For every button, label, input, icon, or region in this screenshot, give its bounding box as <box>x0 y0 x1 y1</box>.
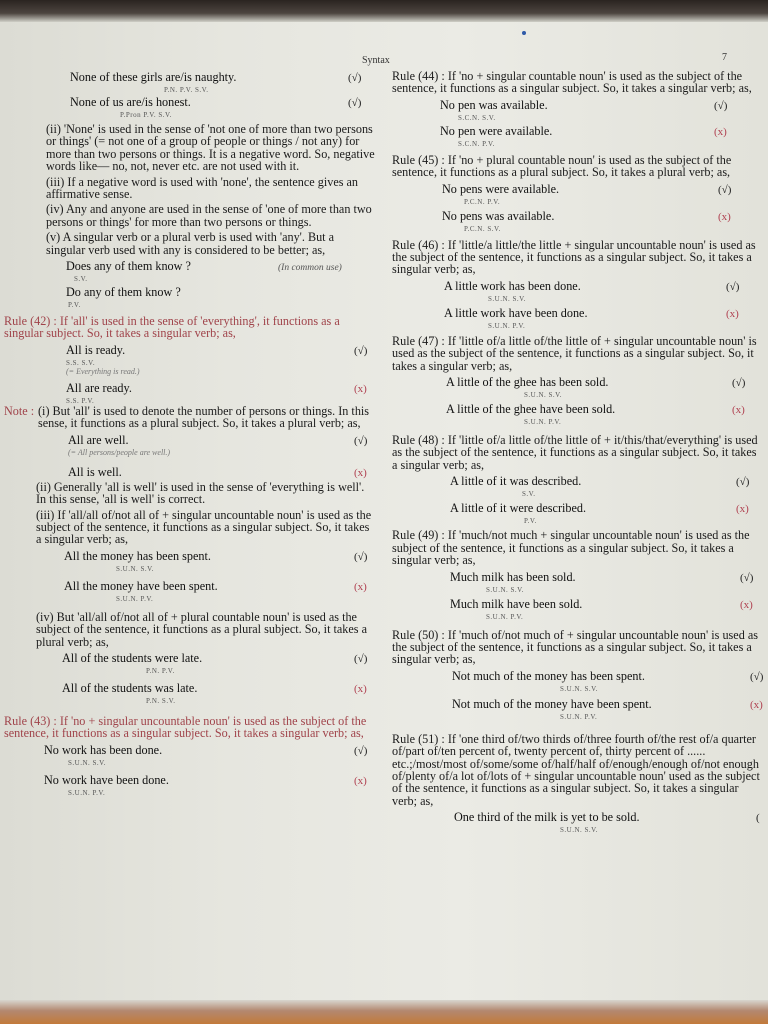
correct-mark: (√) <box>354 344 368 357</box>
example-pen-was <box>392 98 764 124</box>
left-column <box>4 70 376 799</box>
example-text: All is well. <box>68 464 122 479</box>
rule-43 <box>4 715 376 740</box>
example-text: A little work have been done. <box>444 305 588 320</box>
correct-mark: (√) <box>740 571 754 584</box>
wrong-mark: (x) <box>732 404 745 417</box>
note-iii: (iii) If 'all/all of/not all of + singular uncountable noun' is used as the subject of the sentence, it functions as a singular subject. So, it takes a singular verb; as, <box>36 507 372 547</box>
example-pen-were <box>392 124 764 154</box>
grammar-labels: S.U.N. P.V. <box>488 321 526 330</box>
rule-51: Rule (51) : If 'one third of/two thirds of/three fourth of/the rest of/a quarter of/part of/ten percent of, twenty percent of, thirty percent of ...... etc.;/most/most of/some/some of/half/half of/enough/enough of/not enough of/plenty of/a lot of/lots of + singular uncountable noun' used as the subject of the sentence, it functions as a singular subject. So, it takes a singular verb; as, <box>392 731 760 808</box>
wrong-mark: (x) <box>718 210 731 223</box>
example-text: None of these girls are/is naughty. <box>70 70 237 84</box>
grammar-labels: P.N. S.V. <box>146 696 176 705</box>
rule-47: Rule (47) : If 'little of/a little of/the little of + singular uncountable noun' is used as the subject of the sentence, it functions as a singular subject. So, it takes a singular verb; as, <box>392 333 757 373</box>
grammar-labels: S.U.N. P.V. <box>524 418 562 427</box>
usage-note: (In common use) <box>278 263 342 274</box>
example-does-any <box>4 259 376 285</box>
example-text: A little work has been done. <box>444 278 581 293</box>
partial-mark: ( <box>756 812 760 825</box>
right-column <box>392 70 764 836</box>
paragraph-none-ii: (ii) 'None' is used in the sense of 'not one of more than two persons or things' (= not one of a group of people or things / not any) for more than two persons or things. It is a negative word. So, negative words like— no, not, never etc. are not used with it. <box>46 122 375 174</box>
example-text: No pen was available. <box>440 97 548 112</box>
example-text: All of the students were late. <box>62 650 203 665</box>
page-number: 7 <box>722 52 727 63</box>
correct-mark: (√) <box>354 744 368 757</box>
example-text: A little of the ghee has been sold. <box>446 375 609 390</box>
example-text: All the money has been spent. <box>64 548 211 563</box>
grammar-labels: P.Pron P.V. S.V. <box>120 111 172 119</box>
note-i-text: (i) But 'all' is used to denote the number of persons or things. In this sense, it functions as a plural subject. So, it takes a plural verb; as, <box>38 403 370 431</box>
blue-dot-mark <box>522 31 526 35</box>
example-money-have <box>4 579 376 611</box>
grammar-labels: S.S. S.V. <box>66 358 96 367</box>
wrong-mark: (x) <box>750 698 763 711</box>
grammar-labels: S.U.N. S.V. <box>524 391 563 400</box>
example-all-are-well <box>4 433 376 465</box>
correct-mark: (√) <box>714 99 728 112</box>
correct-mark: (√) <box>750 670 764 683</box>
correct-mark: (√) <box>348 97 362 109</box>
example-all-is-well <box>4 465 376 481</box>
example-little-work-has <box>392 279 764 306</box>
rule-44: Rule (44) : If 'no + singular countable noun' is used as the subject of the sentence, it functions as a singular subject. So, it takes a singular verb; as, <box>392 69 752 96</box>
grammar-labels: S.V. <box>74 275 88 284</box>
paragraph-any-v: (v) A singular verb or a plural verb is used with 'any'. But a singular verb used with any is considered to be better; as, <box>46 230 335 257</box>
grammar-labels: P.N. P.V. <box>146 666 175 675</box>
example-text: No work have been done. <box>44 772 169 787</box>
photo-top-edge <box>0 0 768 22</box>
example-text: No pens was available. <box>442 208 555 223</box>
grammar-labels: P.V. <box>524 517 537 526</box>
example-money-has <box>4 549 376 579</box>
example-work-has <box>4 743 376 773</box>
example-little-work-have <box>392 306 764 335</box>
correct-mark: (√) <box>726 280 740 293</box>
example-milk-have <box>392 597 764 629</box>
example-text: All are well. <box>68 432 129 447</box>
example-one-third <box>392 810 764 836</box>
correct-mark: (√) <box>718 183 732 196</box>
example-text: A little of it was described. <box>450 474 582 489</box>
example-text: None of us are/is honest. <box>70 95 191 109</box>
grammar-labels: P.V. <box>68 301 81 310</box>
example-all-are-ready <box>4 381 376 405</box>
rule-43-text: Rule (43) : If 'no + singular uncountable noun' is used as the subject of the sentence, it functions as a singular subject. So, it takes a singular verb; as, <box>4 713 367 741</box>
grammar-labels: S.C.N. P.V. <box>458 139 495 148</box>
grammar-labels: S.U.N. P.V. <box>68 788 106 797</box>
note-iv: (iv) But 'all/all of/not all of + plural countable noun' is used as the subject of the sentence, it functions as a plural subject. So, it takes a plural verb; as, <box>36 609 368 649</box>
example-ghee-have <box>392 402 764 434</box>
wrong-mark: (x) <box>714 125 727 138</box>
example-milk-has <box>392 570 764 597</box>
rule-45: Rule (45) : If 'no + plural countable noun' is used as the subject of the sentence, it functions as a plural subject. So, it takes a plural verb; as, <box>392 152 732 180</box>
gloss: (= All persons/people are well.) <box>68 447 171 457</box>
grammar-labels: S.U.N. P.V. <box>486 612 524 621</box>
example-work-have <box>4 773 376 799</box>
wrong-mark: (x) <box>354 382 367 395</box>
correct-mark: (√) <box>354 652 368 665</box>
grammar-labels: S.S. P.V. <box>66 396 95 405</box>
note-ii: (ii) Generally 'all is well' is used in the sense of 'everything is well'. In this sense, 'all is well' is correct. <box>36 479 365 507</box>
grammar-labels: S.C.N. S.V. <box>458 113 496 122</box>
example-it-was <box>392 474 764 501</box>
rule-48: Rule (48) : If 'little of/a little of/the little of + it/this/that/everything' is used as the subject of the sentence, it functions as a singular subject. So, it takes a singular verb; as, <box>392 433 758 472</box>
correct-mark: (√) <box>354 434 368 447</box>
example-text: All are ready. <box>66 380 132 395</box>
example-text: Much milk have been sold. <box>450 596 583 611</box>
example-not-much-have <box>392 697 764 733</box>
example-text: A little of the ghee have been sold. <box>446 402 616 417</box>
grammar-labels: S.U.N. P.V. <box>116 594 154 603</box>
example-text: All the money have been spent. <box>64 578 218 593</box>
example-none-us <box>4 95 376 123</box>
correct-mark: (√) <box>736 476 750 489</box>
photo-bottom-edge <box>0 1000 768 1024</box>
running-header: Syntax <box>362 55 390 66</box>
correct-mark: (√) <box>732 377 746 390</box>
grammar-labels: S.U.N. S.V. <box>116 564 155 573</box>
note-i <box>4 405 376 430</box>
example-text: Not much of the money has been spent. <box>452 668 645 683</box>
grammar-labels: P.C.N. S.V. <box>464 224 501 233</box>
example-students-were <box>4 651 376 681</box>
wrong-mark: (x) <box>740 598 753 611</box>
rule-50: Rule (50) : If 'much of/not much of + singular uncountable noun' is used as the subject of the sentence, it functions as a singular subject. So, it takes a singular verb; as, <box>392 627 758 667</box>
example-do-any <box>4 285 376 315</box>
rule-49: Rule (49) : If 'much/not much + singular uncountable noun' is used as the subject of the sentence, it functions as a singular subject. So, it takes a singular verb; as, <box>392 528 750 568</box>
example-text: All of the students was late. <box>62 680 198 695</box>
example-students-was <box>4 681 376 715</box>
grammar-labels: P.C.N. P.V. <box>464 197 501 206</box>
wrong-mark: (x) <box>726 307 739 320</box>
paragraph-none-iii: (iii) If a negative word is used with 'none', the sentence gives an affirmative sense. <box>46 174 359 202</box>
grammar-labels: S.U.N. P.V. <box>560 712 598 721</box>
rule-46: Rule (46) : If 'little/a little/the little + singular uncountable noun' is used as the subject of the sentence, it functions as a singular subject. So, it takes a singular verb; as, <box>392 237 756 277</box>
wrong-mark: (x) <box>736 503 749 516</box>
example-text: A little of it were described. <box>450 501 587 516</box>
wrong-mark: (x) <box>354 580 367 593</box>
note-label: Note : <box>4 403 35 418</box>
wrong-mark: (x) <box>354 682 367 695</box>
gloss: (= Everything is read.) <box>66 366 140 376</box>
example-text: No pens were available. <box>442 181 560 196</box>
correct-mark: (√) <box>354 550 368 563</box>
example-it-were <box>392 501 764 529</box>
example-text: No work has been done. <box>44 742 163 757</box>
example-pens-was <box>392 209 764 239</box>
example-not-much-has <box>392 669 764 697</box>
example-text: Does any of them know ? <box>66 259 191 274</box>
example-pens-were <box>392 182 764 209</box>
grammar-labels: S.V. <box>522 490 536 499</box>
example-none-girls <box>4 70 376 95</box>
grammar-labels: S.U.N. S.V. <box>560 684 599 693</box>
grammar-labels: P.N. P.V. S.V. <box>164 86 209 94</box>
wrong-mark: (x) <box>354 774 367 787</box>
example-ghee-has <box>392 375 764 402</box>
example-text: Not much of the money have been spent. <box>452 696 652 711</box>
example-text: All is ready. <box>66 342 126 357</box>
grammar-labels: S.U.N. S.V. <box>486 585 525 594</box>
grammar-labels: S.U.N. S.V. <box>560 826 599 835</box>
grammar-labels: S.U.N. S.V. <box>488 294 527 303</box>
example-text: One third of the milk is yet to be sold. <box>454 810 640 825</box>
example-text: No pen were available. <box>440 123 553 138</box>
rule-42: Rule (42) : If 'all' is used in the sense of 'everything', it functions as a singular subject. So, it takes a singular verb; as, <box>4 314 340 341</box>
example-text: Do any of them know ? <box>66 285 181 300</box>
grammar-labels: S.U.N. S.V. <box>68 758 107 767</box>
paragraph-any-iv: (iv) Any and anyone are used in the sense of 'one of more than two persons or things' for more than two persons or things. <box>46 202 372 229</box>
wrong-mark: (x) <box>354 466 367 479</box>
example-text: Much milk has been sold. <box>450 569 576 584</box>
correct-mark: (√) <box>348 72 362 84</box>
example-all-is-ready <box>4 343 376 381</box>
